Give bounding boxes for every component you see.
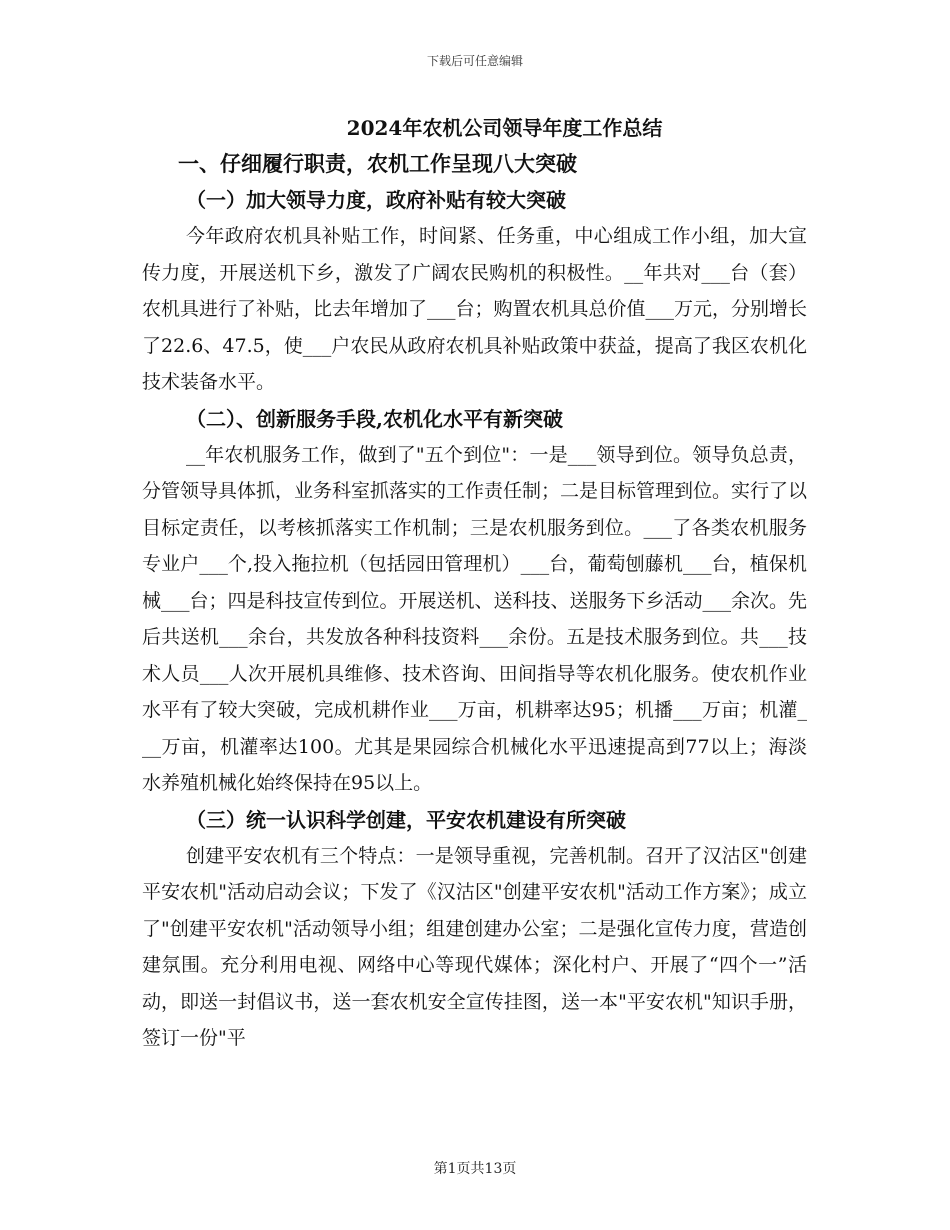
subsection-heading-2: （二）、创新服务手段,农机化水平有新突破	[186, 406, 563, 431]
paragraph-1: 今年政府农机具补贴工作，时间紧、任务重，中心组成工作小组，加大宣传力度，开展送机下乡，激发了广阔农民购机的积极性。__年共对___台（套）农机具进行了补贴，比去年增加了___台；购置农机具总价值___万元，分别增长了22.6、47.5，使___户农民从政府农机具补贴政策中获益，提高了我区农机化技术装备水平。	[142, 225, 808, 393]
header-note: 下载后可任意编辑	[426, 54, 523, 68]
document-title: 2024年农机公司领导年度工作总结	[346, 116, 663, 140]
page-footer: 第1页共13页	[433, 1161, 517, 1177]
document-body	[142, 112, 807, 1057]
subsection-heading-3: （三）统一认识科学创建，平安农机建设有所突破	[186, 807, 626, 832]
paragraph-3: 创建平安农机有三个特点：一是领导重视，完善机制。召开了汉沽区"创建平安农机"活动启动会议；下发了《汉沽区"创建平安农机"活动工作方案》；成立了"创建平安农机"活动领导小组；组建创建办公室；二是强化宣传力度，营造创建氛围。充分利用电视、网络中心等现代媒体；深化村户、开展了“四个一”活动，即送一封倡议书，送一套农机安全宣传挂图，送一本"平安农机"知识手册，签订一份"平	[142, 844, 807, 1049]
section-heading-1: 一、仔细履行职责，农机工作呈现八大突破	[178, 151, 577, 176]
subsection-heading-1: （一）加大领导力度，政府补贴有较大突破	[186, 188, 566, 212]
paragraph-2: __年农机服务工作，做到了"五个到位"：一是___领导到位。领导负总责，分管领导具体抓，业务科室抓落实的工作责任制；二是目标管理到位。实行了以目标定责任，以考核抓落实工作机制；三是农机服务到位。___了各类农机服务专业户___个,投入拖拉机（包括园田管理机）___台，葡萄刨藤机___台，植保机械___台；四是科技宣传到位。开展送机、送科技、送服务下乡活动___余次。先后共送机___余台，共发放各种科技资料___余份。五是技术服务到位。共___技术人员___人次开展机具维修、技术咨询、田间指导等农机化服务。使农机作业水平有了较大突破，完成机耕作业___万亩，机耕率达95；机播___万亩；机灌___万亩，机灌率达100。尤其是果园综合机械化水平迅速提高到77以上；海淡水养殖机械化始终保持在95以上。	[142, 443, 808, 794]
